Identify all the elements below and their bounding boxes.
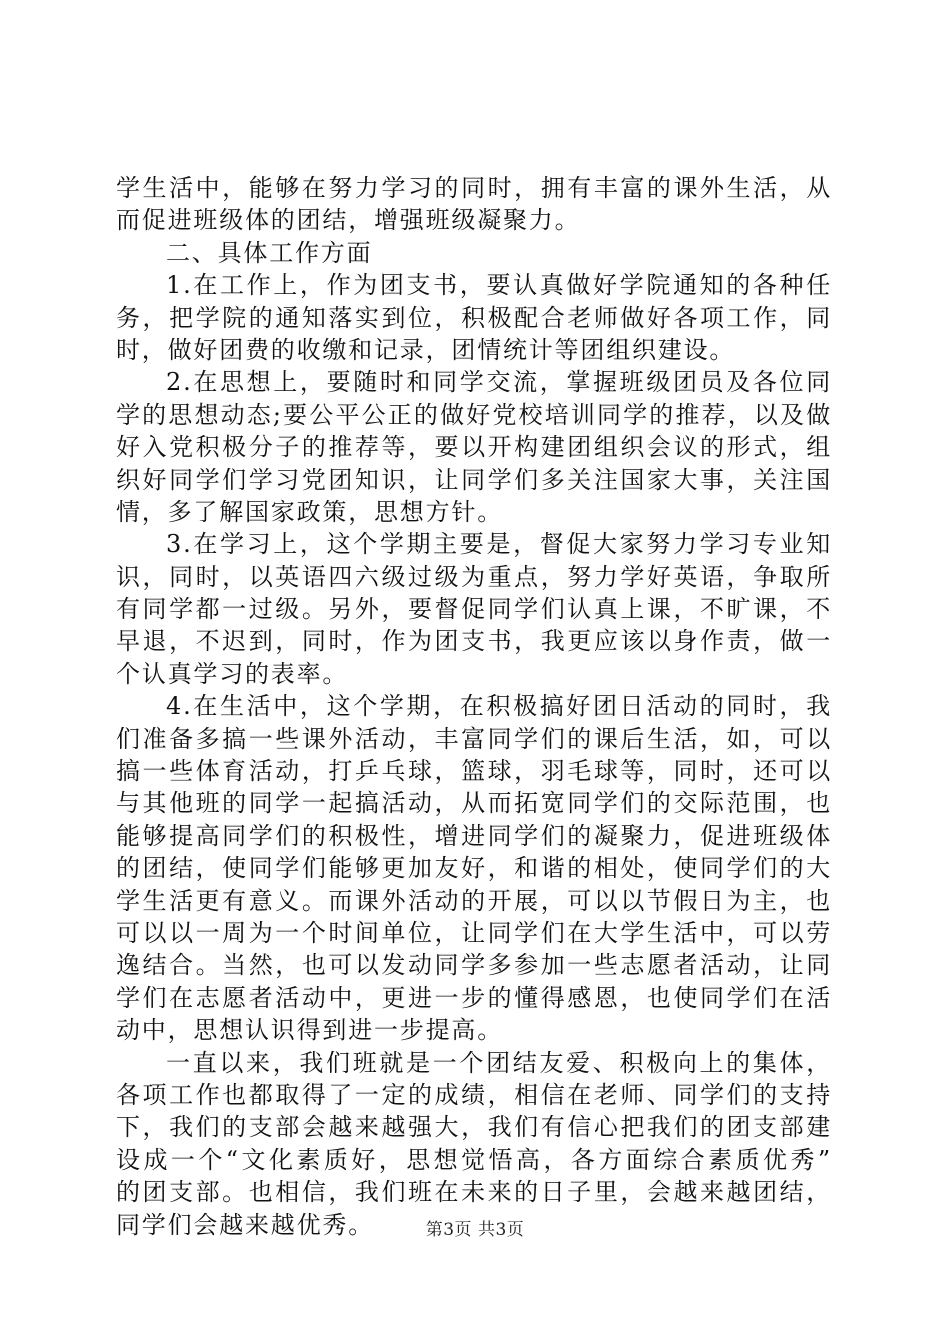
text-line: 搞一些体育活动，打乒乓球，篮球，羽毛球等，同时，还可以 [116, 757, 832, 786]
text-line: 时，做好团费的收缴和记录，团情统计等团组织建设。 [116, 335, 736, 364]
text-line: 3.在学习上，这个学期主要是，督促大家努力学习专业知 [166, 530, 832, 559]
text-line: 1.在工作上，作为团支书，要认真做好学院通知的各种任 [166, 271, 832, 300]
text-line: 们准备多搞一些课外活动，丰富同学们的课后生活，如，可以 [116, 724, 832, 753]
text-line: 2.在思想上，要随时和同学交流，掌握班级团员及各位同 [166, 368, 832, 397]
text-line: 好入党积极分子的推荐等，要以开构建团组织会议的形式，组 [116, 433, 832, 462]
text-line: 有同学都一过级。另外，要督促同学们认真上课，不旷课，不 [116, 595, 832, 624]
text-line: 的团支部。也相信，我们班在未来的日子里，会越来越团结， [116, 1178, 832, 1207]
text-line: 设成一个“文化素质好，思想觉悟高，各方面综合素质优秀” [116, 1145, 832, 1174]
text-line: 务，把学院的通知落实到位，积极配合老师做好各项工作，同 [116, 303, 832, 332]
text-line: 各项工作也都取得了一定的成绩，相信在老师、同学们的支持 [116, 1080, 832, 1109]
text-line: 学生活更有意义。而课外活动的开展，可以以节假日为主，也 [116, 886, 832, 915]
text-line: 下，我们的支部会越来越强大，我们有信心把我们的团支部建 [116, 1113, 832, 1142]
text-line: 二、具体工作方面 [166, 238, 373, 267]
document-body [116, 172, 832, 1241]
text-line: 能够提高同学们的积极性，增进同学们的凝聚力，促进班级体 [116, 821, 832, 850]
text-line: 学生活中，能够在努力学习的同时，拥有丰富的课外生活，从 [116, 174, 832, 202]
text-line: 4.在生活中，这个学期，在积极搞好团日活动的同时，我 [166, 692, 832, 721]
text-line: 情，多了解国家政策，思想方针。 [116, 497, 503, 526]
text-line: 与其他班的同学一起搞活动，从而拓宽同学们的交际范围，也 [116, 789, 832, 818]
text-line: 逸结合。当然，也可以发动同学多参加一些志愿者活动，让同 [116, 951, 832, 980]
text-line: 早退，不迟到，同时，作为团支书，我更应该以身作责，做一 [116, 627, 832, 656]
text-line: 学们在志愿者活动中，更进一步的懂得感恩，也使同学们在活 [116, 983, 832, 1012]
text-line: 而促进班级体的团结，增强班级凝聚力。 [116, 206, 581, 235]
text-line: 的团结，使同学们能够更加友好，和谐的相处，使同学们的大 [116, 854, 832, 883]
text-line: 个认真学习的表率。 [116, 659, 349, 688]
text-line: 织好同学们学习党团知识，让同学们多关注国家大事，关注国 [116, 465, 832, 494]
text-line: 动中，思想认识得到进一步提高。 [116, 1016, 503, 1045]
text-line: 可以以一周为一个时间单位，让同学们在大学生活中，可以劳 [116, 918, 832, 947]
text-line: 一直以来，我们班就是一个团结友爱、积极向上的集体， [166, 1048, 832, 1077]
text-line: 学的思想动态;要公平公正的做好党校培训同学的推荐，以及做 [116, 400, 832, 429]
text-line: 同学们会越来越优秀。 [116, 1210, 374, 1239]
page-footer: 第3页 共3页 [425, 1220, 525, 1240]
text-line: 识，同时，以英语四六级过级为重点，努力学好英语，争取所 [116, 562, 832, 591]
